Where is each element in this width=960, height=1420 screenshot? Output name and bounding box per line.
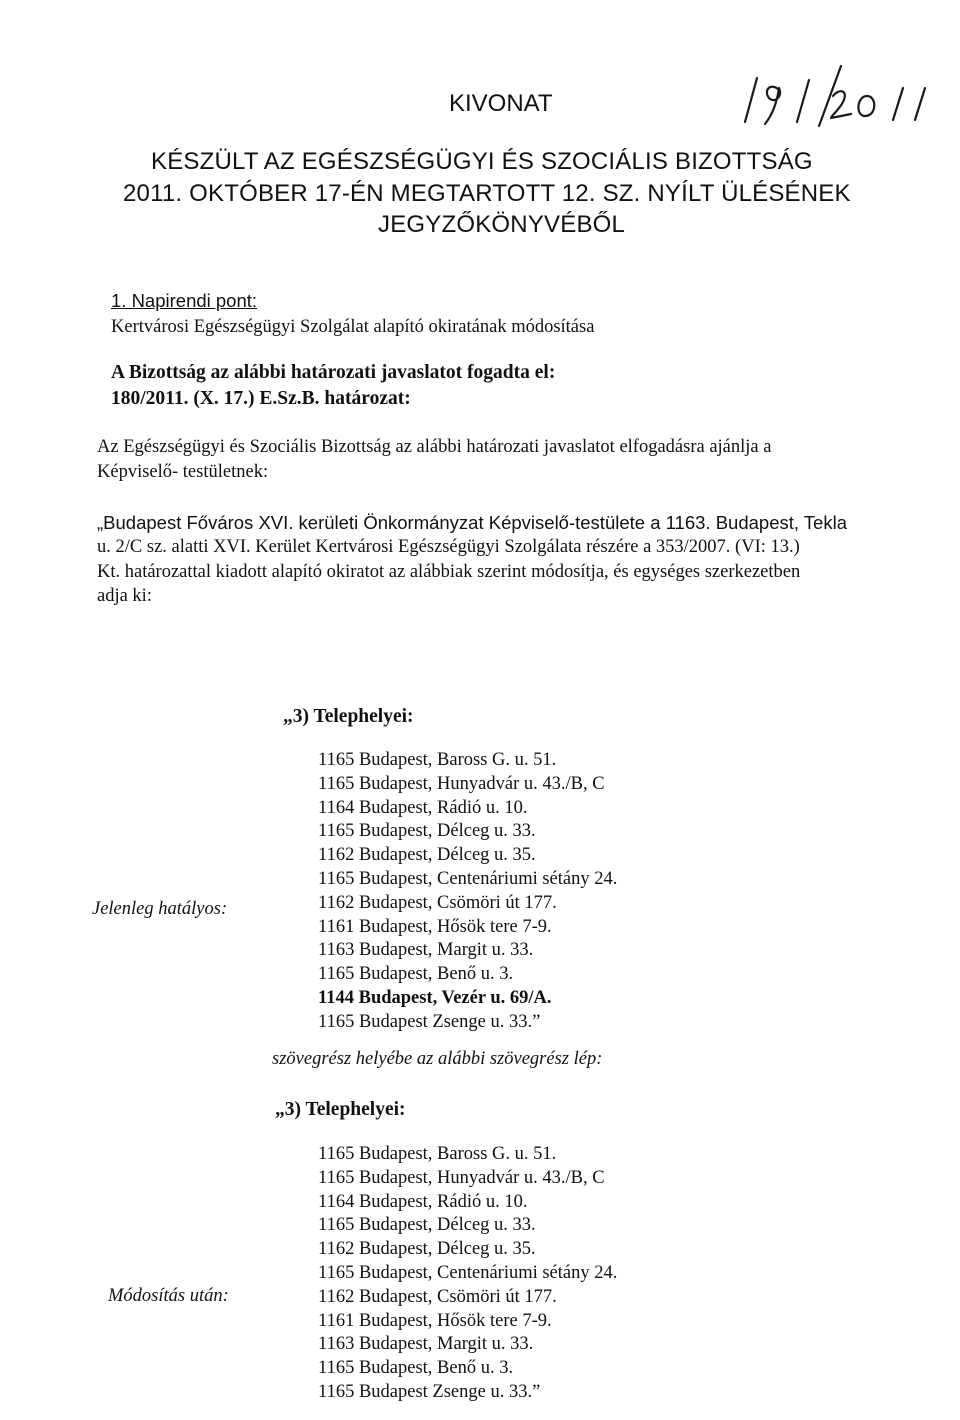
address-item: 1165 Budapest, Centenáriumi sétány 24. xyxy=(318,1262,618,1283)
current-label: Jelenleg hatályos: xyxy=(92,899,228,919)
address-item: 1165 Budapest, Centenáriumi sétány 24. xyxy=(318,868,618,889)
address-item: 1162 Budapest, Csömöri út 177. xyxy=(318,1286,557,1307)
agenda-text: Kertvárosi Egészségügyi Szolgálat alapító okiratának módosítása xyxy=(111,317,595,337)
address-item: 1163 Budapest, Margit u. 33. xyxy=(318,940,534,961)
agenda-heading: 1. Napirendi pont: xyxy=(111,290,258,311)
header-line-2: 2011. OKTÓBER 17-ÉN MEGTARTOTT 12. SZ. NYÍLT ÜLÉSÉNEK xyxy=(123,180,851,207)
address-item: 1161 Budapest, Hősök tere 7-9. xyxy=(318,1310,552,1331)
address-item: 1165 Budapest, Délceg u. 33. xyxy=(318,821,536,842)
quote-line-4: adja ki: xyxy=(97,586,152,606)
address-item: 1165 Budapest, Benő u. 3. xyxy=(318,964,514,985)
current-address-list xyxy=(318,749,617,1035)
decision-number: 180/2011. (X. 17.) E.Sz.B. határozat: xyxy=(111,388,411,409)
address-item: 1165 Budapest Zsenge u. 33.” xyxy=(318,1381,541,1402)
recommendation-line-2: Képviselő- testületnek: xyxy=(97,462,269,482)
after-telephelyei-heading: „3) Telephelyei: xyxy=(275,1099,406,1120)
address-item-bold: 1144 Budapest, Vezér u. 69/A. xyxy=(318,987,552,1008)
current-telephelyei-heading: „3) Telephelyei: xyxy=(283,706,414,727)
replacement-text: szövegrész helyébe az alábbi szövegrész lép: xyxy=(272,1049,603,1069)
header-line-3: JEGYZŐKÖNYVÉBŐL xyxy=(378,211,626,238)
address-item: 1164 Budapest, Rádió u. 10. xyxy=(318,797,528,818)
after-label: Módosítás után: xyxy=(108,1286,229,1306)
address-item: 1161 Budapest, Hősök tere 7-9. xyxy=(318,916,552,937)
document-title: KIVONAT xyxy=(449,90,553,117)
quote-line-2: u. 2/C sz. alatti XVI. Kerület Kertvárosi Egészségügyi Szolgálata részére a 353/2007. (VI: 13.) xyxy=(97,537,800,557)
address-item: 1165 Budapest, Baross G. u. 51. xyxy=(318,1144,557,1164)
address-item: 1165 Budapest, Hunyadvár u. 43./B, C xyxy=(318,1167,605,1188)
address-item: 1165 Budapest, Délceg u. 33. xyxy=(318,1215,536,1236)
quote-line-3: Kt. határozattal kiadott alapító okiratot az alábbiak szerint módosítja, és egységes szerkezetben xyxy=(97,562,801,582)
address-item: 1162 Budapest, Csömöri út 177. xyxy=(318,892,557,913)
address-item: 1163 Budapest, Margit u. 33. xyxy=(318,1334,534,1355)
recommendation-line-1: Az Egészségügyi és Szociális Bizottság az alábbi határozati javaslatot elfogadásra ajánlja a xyxy=(97,437,772,457)
address-item: 1162 Budapest, Délceg u. 35. xyxy=(318,845,536,866)
after-address-list xyxy=(318,1143,617,1405)
address-item: 1165 Budapest Zsenge u. 33.” xyxy=(318,1011,541,1032)
address-item: 1165 Budapest, Hunyadvár u. 43./B, C xyxy=(318,773,605,794)
address-item: 1165 Budapest, Benő u. 3. xyxy=(318,1358,514,1379)
header-line-1: KÉSZÜLT AZ EGÉSZSÉGÜGYI ÉS SZOCIÁLIS BIZOTTSÁG xyxy=(151,148,813,175)
address-item: 1162 Budapest, Délceg u. 35. xyxy=(318,1239,536,1260)
quote-line-1: „Budapest Főváros XVI. kerületi Önkormányzat Képviselő-testülete a 1163. Budapest, Tekla xyxy=(97,512,847,533)
handwritten-number xyxy=(735,60,935,130)
address-item: 1164 Budapest, Rádió u. 10. xyxy=(318,1191,528,1212)
address-item: 1165 Budapest, Baross G. u. 51. xyxy=(318,750,557,770)
decision-accepted: A Bizottság az alábbi határozati javaslatot fogadta el: xyxy=(111,362,556,383)
